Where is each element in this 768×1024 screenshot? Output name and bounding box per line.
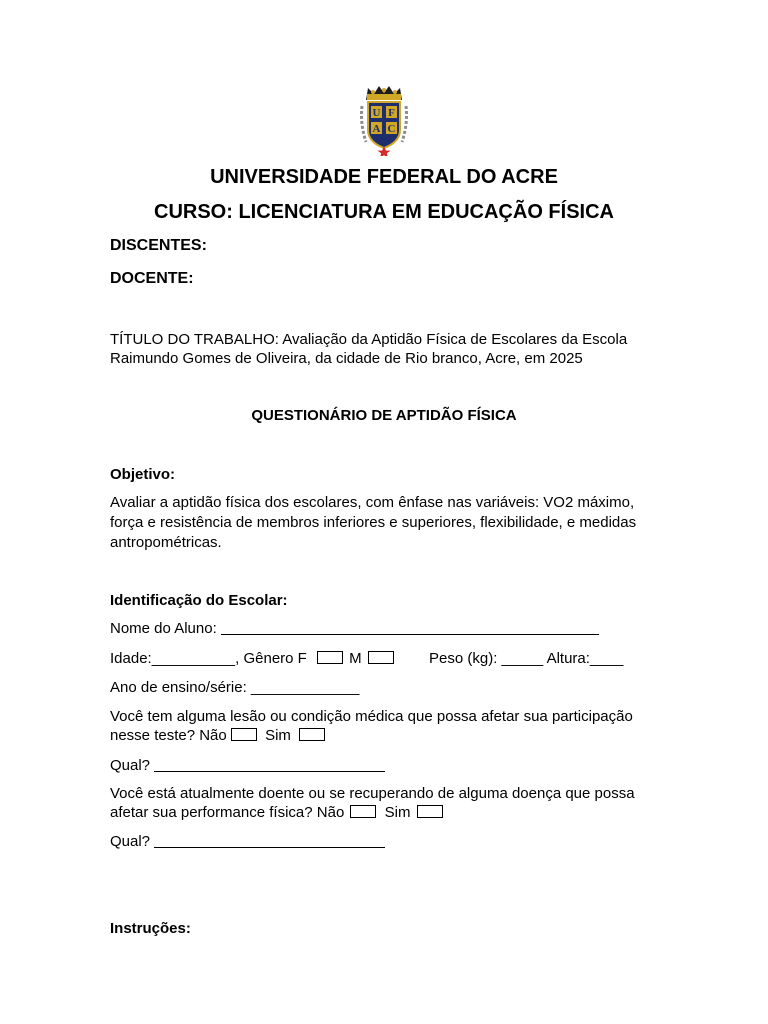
objective-line3: antropométricas. [110, 534, 222, 551]
illness-question-line2: afetar sua performance física? Não [110, 804, 345, 821]
injury-question-row [110, 726, 325, 745]
svg-text:F: F [388, 107, 395, 119]
instructions-label: Instruções: [110, 920, 191, 937]
objective-line2: força e resistência de membros inferiores e superiores, flexibilidade, e medidas [110, 514, 637, 531]
students-label: DISCENTES: [110, 237, 207, 254]
gender-f-checkbox[interactable] [317, 651, 343, 664]
weight-height-label: Peso (kg): _____ Altura:____ [429, 650, 624, 667]
svg-text:C: C [387, 123, 396, 135]
injury-yes-checkbox[interactable] [299, 728, 325, 741]
age-gender-row [110, 649, 394, 668]
teacher-label: DOCENTE: [110, 270, 194, 287]
name-input-line[interactable] [221, 634, 599, 635]
svg-text:A: A [372, 123, 381, 135]
name-field-row [110, 619, 599, 638]
injury-which-label: Qual? [110, 757, 151, 774]
work-title-line1: TÍTULO DO TRABALHO: Avaliação da Aptidão Física de Escolares da Escola [110, 331, 628, 348]
injury-which-row [110, 756, 385, 775]
illness-question-line1: Você está atualmente doente ou se recuperando de alguma doença que possa [110, 785, 635, 802]
ufac-crest-logo [356, 84, 412, 156]
questionnaire-title: QUESTIONÁRIO DE APTIDÃO FÍSICA [251, 407, 517, 424]
objective-label: Objetivo: [110, 466, 176, 483]
objective-line1: Avaliar a aptidão física dos escolares, com ênfase nas variáveis: VO2 máximo, [110, 494, 635, 511]
gender-m-checkbox[interactable] [368, 651, 394, 664]
injury-question-line1: Você tem alguma lesão ou condição médica que possa afetar sua participação [110, 708, 633, 725]
svg-text:U: U [372, 107, 381, 119]
illness-which-row [110, 832, 385, 851]
illness-no-checkbox[interactable] [350, 805, 376, 818]
work-title-line2: Raimundo Gomes de Oliveira, da cidade de Rio branco, Acre, em 2025 [110, 350, 583, 367]
identification-label: Identificação do Escolar: [110, 592, 288, 609]
injury-yes-label: Sim [265, 727, 291, 744]
university-title: UNIVERSIDADE FEDERAL DO ACRE [210, 166, 558, 188]
injury-question-line2: nesse teste? Não [110, 727, 227, 744]
illness-which-label: Qual? [110, 833, 151, 850]
illness-which-input-line[interactable] [154, 847, 385, 848]
illness-yes-label: Sim [384, 804, 411, 821]
injury-no-checkbox[interactable] [231, 728, 257, 741]
name-label: Nome do Aluno: [110, 620, 217, 637]
age-gender-label: Idade:__________, Gênero F [110, 650, 307, 667]
gender-m-label: M [349, 650, 362, 667]
course-title: CURSO: LICENCIATURA EM EDUCAÇÃO FÍSICA [154, 201, 614, 223]
ufac-crest-icon [356, 84, 412, 156]
school-year-label: Ano de ensino/série: _____________ [110, 679, 360, 696]
injury-which-input-line[interactable] [154, 771, 385, 772]
illness-yes-checkbox[interactable] [417, 805, 443, 818]
illness-question-row [110, 803, 443, 822]
